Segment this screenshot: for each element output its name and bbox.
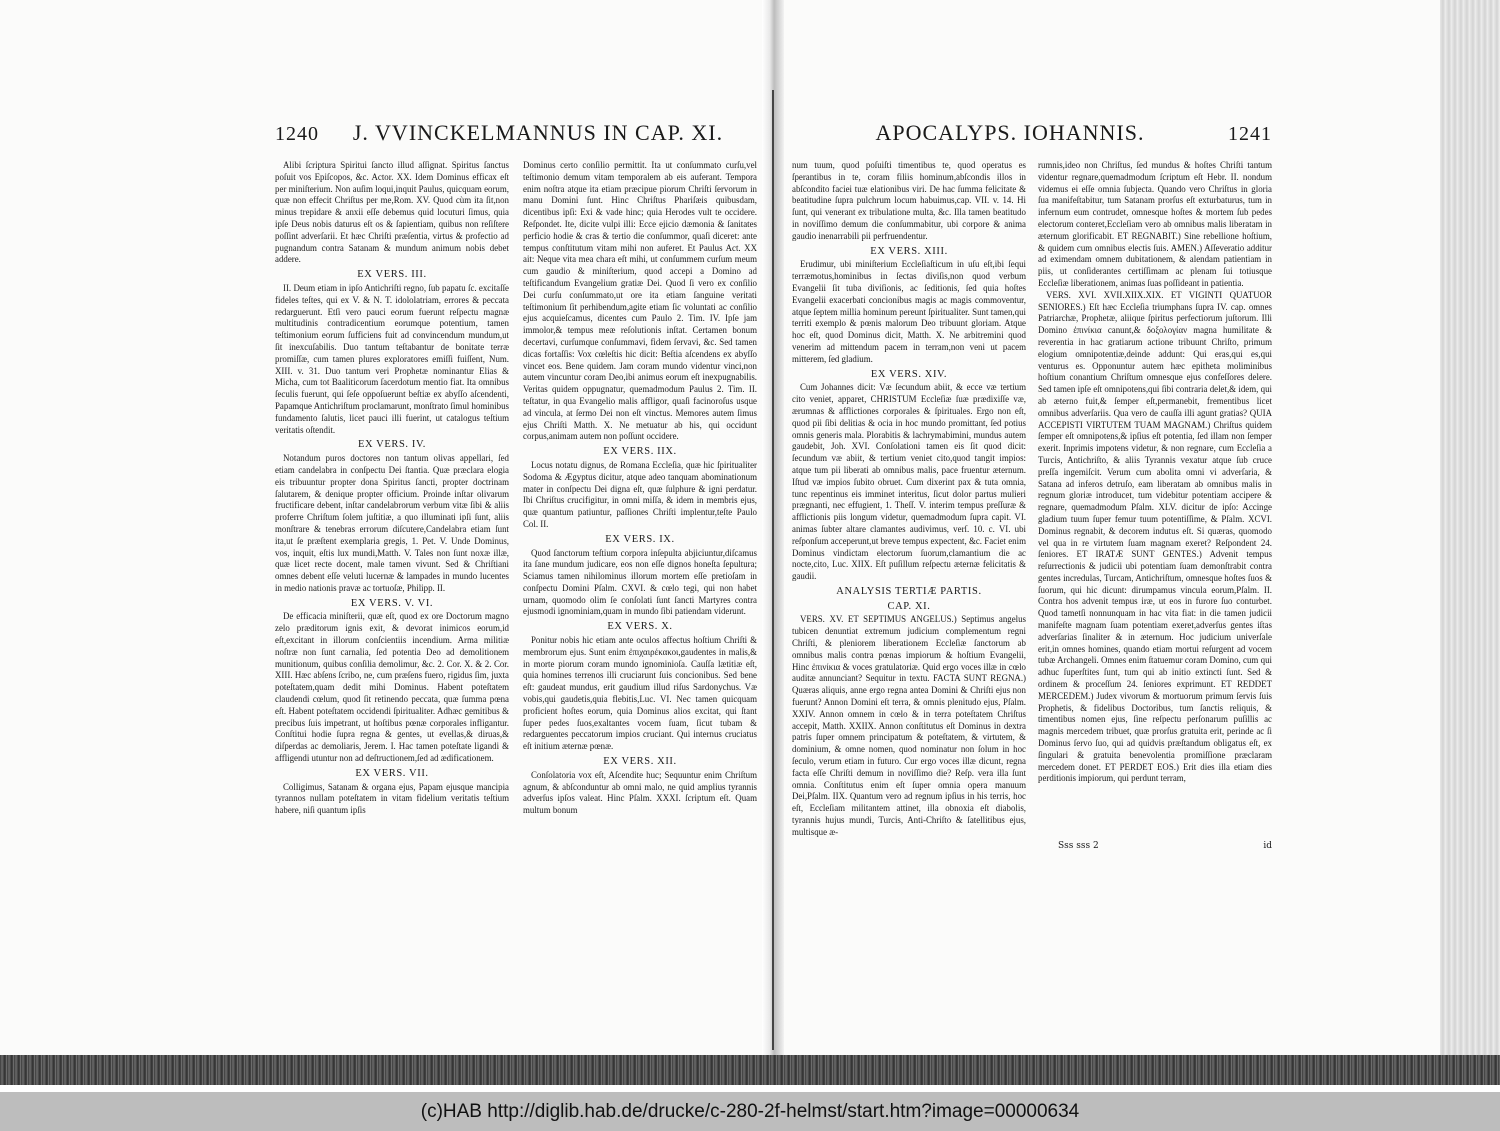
left-column-1 [275, 160, 509, 817]
text-paragraph: Alibi ſcriptura Spiritui ſancto illud aſſignat. Spiritus ſanctus poſuit vos Epiſcopos, &c. Actor. XX. Idem Dominus efficax eſt per miniſterium. Non auſim loqui,inquit Paulus, quicquam eorum, quæ non effecit Chriſtus per me,Rom. XV. Quod cùm ita ſit,non minus trepidare & anxii eſſe debemus quid locuturi ſimus, quia ipſe Deus nobis daturus eſt os & ſapientiam, quibus non reſiſtere poſſint adverſarii. Et hæc Chriſti præſentia, virtus & profectio ad pugnandum contra Satanam & mundum animum nobis debet addere. [275, 160, 509, 265]
left-running-head [275, 120, 757, 150]
right-running-head [792, 120, 1272, 150]
right-page-number: 1241 [1228, 123, 1272, 145]
text-paragraph: De efficacia miniſterii, quæ eſt, quod ex ore Doctorum magno zelo præditorum ignis exit, & devorat inimicos eorum,id eſt,excitant in illorum conſcientiis incendium. Arma militiæ noſtræ non ſunt carnalia, ſed potentia Deo ad demolitionem munitionum, quibus conſilia demolimur, &c. 2. Cor. X. & 2. Cor. XIII. Hæc abſens ſcribo, ne, cum præſens fuero, rigidus ſim, juxta poteſtatem,quam dedit mihi Dominus. Habent poteſtatem claudendi cœlum, quod ſit retinendo peccata, quæ ſumma pœna eſt. Habent poteſtatem occidendi ſpiritualiter. Adhæc gemitibus & precibus ſuis impetrant, ut hoſtibus pœnæ corporales infligantur. Conſtitui hodie ſupra regna & gentes, ut evellas,& diruas,& diſperdas ac demoliaris, Jerem. I. Hac tamen poteſtate ligandi & affligendi utuntur non ad deſtructionem,ſed ad ædificationem. [275, 611, 509, 764]
right-column-2 [1038, 160, 1272, 839]
right-columns [792, 160, 1272, 839]
section-heading: EX VERS. X. [607, 621, 673, 633]
scan-edge-right [1440, 0, 1500, 1085]
section-heading: EX VERS. XII. [603, 756, 677, 768]
section-heading: EX VERS. VII. [355, 767, 429, 779]
text-paragraph: II. Deum etiam in ipſo Antichriſti regno, ſub papatu ſc. excitaſſe fideles teſtes, qui ex V. & N. T. idololatriam, errores & peccata redarguerunt. Etſi vero pauci eorum fuerunt reſpectu magnæ multitudinis contradicentium eorumque potentium, tamen teſtimonium eorum ſufficiens fuit ad convincendum mundum,ut ſit inexcuſabilis. Duo tantum teſtabantur de bonitate terræ promiſſæ, cum tamen plures exploratores emiſſi fuiſſent, Num. XIII. v. 31. Duo tantum veri Prophetæ nominantur Elias & Micha, cum tot Baaliticorum ſacerdotum mentio fiat. Ita omnibus ſeculis fuerunt, qui ſeſe oppoſuerunt beſtiæ ex abyſſo aſcendenti, Papamque Antichriſtum proclamarunt, monſtrato ſimul hominibus fundamento ſalutis, licet pauci illi fuerint, ut catalogus teſtium veritatis oſtendit. [275, 282, 509, 435]
left-page-number: 1240 [275, 123, 319, 145]
text-paragraph: VERS. XV. ET SEPTIMUS ANGELUS.) Septimus angelus tubicen denuntiat extremum judicium complementum regni Chriſti, & pleniorem liberationem Eccleſiæ ſanctorum ab omnibus malis contra pœnas impiorum & hoſtium Evangelii, Hinc ἐπινίκια & voces gratulatoriæ. Quid ergo voces illæ in cœlo auditæ annunciant? Sequitur in textu. FACTA SUNT REGNA.) Quæras aliquis, anne ergo regna antea Domini & Chriſti ejus non fuerunt? Annon Domini eſt terra, & omnis plenitudo ejus, Pſalm. XXIV. Annon omnem in cœlo & in terra poteſtatem Chriſtus accepit, Matth. XXIIX. Annon conſtitutus eſt Dominus in dextra patris ſuper omnem principatum & poteſtatem, & virtutem, & dominium, & omne nomen, quod nominatur non ſolum in hoc ſeculo, verum etiam in futuro. Cur ergo voces illæ dicunt, regna facta eſſe Chriſti demum in noviſſimo die? Reſp. vera illa ſunt omnia. Conſtitutus enim eſt ſuper omnia opera manuum Dei,Pſalm. IIX. Quantum vero ad regnum ipſius in his terris, hoc eſt, Eccleſiam militantem attinet, illa obnoxia eſt diabolis, tyrannis hujus mundi, Turcis, Anti-Chriſto & ſatellitibus ejus, multisque æ- [792, 614, 1026, 837]
left-page [275, 120, 757, 817]
section-heading: EX VERS. IIX. [603, 446, 677, 458]
section-heading: EX VERS. III. [357, 269, 427, 281]
text-paragraph: Quod ſanctorum teſtium corpora inſepulta abjiciuntur,diſcamus ita ſane mundum judicare, eos non eſſe dignos honeſta ſepultura; Sciamus tamen nihilominus illorum mortem eſſe pretioſam in conſpectu Domini Pſalm. CXVI. & cœlo tegi, qui non habet urnam, quomodo olim ſe conſolati ſunt ſancti Martyres contra ejusmodi ignominiam,quam in mundo ſibi patiendam viderunt. [523, 547, 757, 617]
section-heading: EX VERS. XIV. [870, 368, 948, 380]
section-heading: EX VERS. IX. [605, 533, 675, 545]
text-paragraph: Ponitur nobis hic etiam ante oculos affectus hoſtium Chriſti & membrorum ejus. Sunt enim ἐπιχαιρέκακοι,gaudentes in malis,& in morte piorum coram mundo ignominioſa. Cauſſa lætitiæ eſt, quia homines terrenos illi cruciarunt ſuis concionibus. Sed bene eſt: gaudeat mundus, erit gaudium illud riſus Sardonychus. Væ vobis,qui gaudetis,quia flebitis,Luc. VI. Nec tamen quicquam proficient hoſtes eorum, quia Dominus alios excitat, qui ſtant ſuper pedes ſuos,exaltantes vocem ſuam, ſicut tubam & redarguentes peccatorum impios cruciant. Qui internus cruciatus eſt initium æternæ pœnæ. [523, 635, 757, 752]
right-page [792, 120, 1272, 851]
text-paragraph: VERS. XVI. XVII.XIIX.XIX. ET VIGINTI QUATUOR SENIORES.) Eſt hæc Eccleſia triumphans ſupra IV. cap. omnes Patriarchæ, Prophetæ, aliique ſpiritus perfectiorum juſtorum. Illi Domino ἐπινίκια canunt,& δοξολογίαν magna humilitate & reverentia in hac gratiarum actione tribuunt Chriſto, primum elogium omnipotentiæ,deinde addunt: Qui eras,qui es,qui venturus es. Opponuntur autem hæc epitheta moliminibus hoſtium conantium Chriſtum omnesque ejus confeſſores delere. Sed tamen ipſe eſt omnipotens,qui ſibi contraria delet,& idem, qui ab æterno fuit,& ſemper eſt,permanebit, frementibus licet omnibus adverſariis. Qua vero de cauſſa illi agunt gratias? QUIA ACCEPISTI VIRTUTEM TUAM MAGNAM.) Chriſtus quidem ſemper eſt omnipotens,& ipſius eſt potentia, ſed illam non ſemper exerit. Inprimis impotens videtur, & non regnare, cum Eccleſia a Turcis, Antichriſto, & aliis Tyrannis vexatur atque ſub cruce preſſa ingemiſcit. Verum cum abolita omni vi adverſaria, & Satana ad inferos detruſo, eam liberatam ab omnibus malis in regnum gloriæ introducet, tum videbitur potentiam accipere & regnare, quemadmodum Pſalm. XLV. dicitur de ipſo: Accinge gladium tuum ſuper femur tuum potentiſſime, & Pſalm. XCVI. Dominus regnabit, & decorem indutus eſt. Si quæras, quomodo vel qua in re virtutem ſuam magnam exeret? Reſpondent 24. ſeniores. ET IRATÆ SUNT GENTES.) Advenit tempus reſurrectionis & judicii ubi potentiam ſuam demonſtrabit contra gentes incredulas, Turcam, Antichriſtum, omnesque hoſtes ſuos & ſuorum, qui hic dicunt: dirumpamus vincula eorum,Pſalm. II. Contra hos advenit tempus iræ, ut eos in furore ſuo conturbet. Quod tametſi nonnunquam in hac vita fiat: in die tamen judicii manifeſte magnam ſuam potentiam exeret,adverſus gentes iſtas adverſarias ſinaliter & in æternum. Hoc judicium univerſale erit,in omnes homines, quando etiam mortui reſurgent ad vocem tubæ Archangeli. Omnes enim ſtatuemur coram Domino, cum qui adhuc ſuperſtites ſunt, tum qui ab initio extincti ſunt. Sed & ordinem & proceſſum 24. ſeniores exprimunt. ET REDDET MERCEDEM.) Judex vivorum & mortuorum primum ſervis ſuis Prophetis, & fidelibus Doctoribus, tum ſanctis reliquis, & timentibus nomen ejus, ſine reſpectu perſonarum puſillis ac magnis mercedem tribuet, quæ prorſus gratuita erit, perinde ac ſi Dominus ſervo ſuo, qui ad quidvis præſtandum obligatus eſt, ex ſingulari & gratuita benevolentia promiſſione præclaram mercedem donet. ET PERDET EOS.) Erit dies illa etiam dies perditionis impiorum, qui perdunt terram, [1038, 289, 1272, 784]
section-heading: ANALYSIS TERTIÆ PARTIS. [836, 585, 982, 597]
section-heading: CAP. XI. [887, 600, 931, 612]
text-paragraph: Conſolatoria vox eſt, Aſcendite huc; Sequuntur enim Chriſtum agnum, & abſconduntur ab omni malo, ne quid amplius tyrannis adverſus ipſos valeat. Hinc Pſalm. XXXI. ſcriptum eſt. Quam multum bonum [523, 769, 757, 816]
footer-credit-url[interactable]: (c)HAB http://diglib.hab.de/drucke/c-280-2f-helmst/start.htm?image=00000634 [420, 1100, 1080, 1122]
signature-mark: Sss sss 2 [1058, 840, 1099, 851]
section-heading: EX VERS. IV. [357, 439, 427, 451]
gutter-shadow [772, 90, 774, 1050]
text-paragraph: rumnis,ideo non Chriſtus, ſed mundus & hoſtes Chriſti tantum videntur regnare,quemadmodum ſcriptum eſt Hebr. II. nondum videmus ei eſſe omnia ſubjecta. Quando vero Chriſtus in gloria ſua manifeſtabitur, tum Satanam prorſus eſt exturbaturus, tum in infernum eum contrudet, omnesque hoſtes & mortem ſub pedes electorum conteret,Eccleſiam vero ab omnibus malis liberatam in æternum glorificabit. ET REGNABIT.) Sine rebellione hoſtium, & quidem cum omnibus electis ſuis. AMEN.) Aſſeveratio additur ad eximendam omnem dubitationem, & alendam patientiam in piis, ut conſiderantes certiſſimam ac plenam ſui totiusque Eccleſiæ liberationem, animas ſuas poſſideant in patientia. [1038, 160, 1272, 288]
left-columns [275, 160, 757, 817]
text-paragraph: Colligimus, Satanam & organa ejus, Papam ejusque mancipia tyrannos nullam poteſtatem in vitam fidelium veritatis teſtium habere, niſi quantum ipſis [275, 781, 509, 816]
signature-line [792, 841, 1272, 851]
left-running-title: J. VVINCKELMANNUS IN CAP. XI. [352, 120, 724, 145]
right-running-title: APOCALYPS. IOHANNIS. [875, 120, 1145, 145]
text-paragraph: Dominus certo conſilio permittit. Ita ut conſummato curſu,vel teſtimonio demum vitam temporalem ab eis auferant. Tempora enim noſtra atque ita etiam præcipue piorum Chriſti ſervorum in manu Domini ſunt. Hinc Chriſtus Phariſæis quibusdam, dicentibus ipſi: Exi & vade hinc; quia Herodes vult te occidere. Reſpondet. Ite, dicite vulpi illi: Ecce ejicio dæmonia & ſanitates perficio hodie & cras & tertio die conſummor, quaſi diceret: ante tempus conſtitutum vitam mihi non auferet. Et Paulus Act. XX ait: Neque vita mea chara eſt mihi, ut conſummem curſum meum cum gaudio & miniſterium, quod accepi a Domino ad teſtificandum Evangelium gratiæ Dei. Quod ſi vero ex conſilio Dei curſu conſummato,ut ore ita etiam ſanguine veritati teſtimonium ſit perhibendum,agite etiam ſic voluntati ac conſilio ejus acquieſcamus, dicentes cum Paulo 2. Tim. IV. Ipſe jam immolor,& tempus meæ reſolutionis inſtat. Certamen bonum decertavi, curſumque conſummavi, fidem ſervavi, &c. Sed tamen dicas fortaſſis: Vox cœleſtis hic dicit: Beſtia aſcendens ex abyſſo vincet eos. Bene quidem. Jam coram mundo videntur vinci,non autem vincuntur coram Deo,ibi animus eorum eſt inexpugnabilis. Veritas quidem oppugnatur, quemadmodum Paulus 2. Tim. II. teſtatur, in qua Evangelio malis affligor, quaſi facinoroſus usque ad vincula, at ſermo Dei non eſt vinctus. Memores autem ſimus ejus Chriſti Matth. X. Ne metuatur ab his, qui occidunt corpus,animam autem non poſſunt occidere. [523, 160, 757, 442]
right-column-1 [792, 160, 1026, 839]
text-paragraph: num tuum, quod poſuiſti timentibus te, quod operatus es ſperantibus in te, coram filiis hominum,abſcondis illos in abſcondito faciei tuæ elationibus viri. De hac ſumma felicitate & beatitudine ſupra pulchrum locum habuimus,cap. VII. v. 14. Hi ſunt, qui venerant ex tribulatione multa, &c. Illa tamen beatitudo in noviſſimo demum die conſummabitur, ubi corpore & anima gaudio inenarrabili pii perfruendentur. [792, 160, 1026, 241]
text-paragraph: Cum Johannes dicit: Væ ſecundum abiit, & ecce væ tertium cito veniet, apparet, CHRISTUM Eccleſiæ ſuæ prædixiſſe væ, ærumnas & afflictiones corporales & ſpirituales. Ergo non eſt, quod pii ſibi delitias & ocia in hoc mundo promittant, ſed potius omnis generis mala. Plorabitis & lachrymabimini, mundus autem gaudebit, Joh. XVI. Conſolationi tamen eis ſit quod dicit: ſecundum væ abiit, & tertium veniet cito,quod tangit impios: atque tum pii liberati ab omnibus malis, pace fruentur æternum. Iſtud væ impios ſubito obruet. Cum dixerint pax & tuta omnia, tunc repentinus eis imminet interitus, ſicut dolor partus mulieri prægnanti, nec effugient, 1. Theſſ. V. interim tempus preſſuræ & afflictionis piis longum videtur, quemadmodum ſupra capit. VI. animas ſubter altare clamantes audivimus, verſ. 10. c. VI. ubi reſponſum acceperunt,ut breve tempus expectent, &c. Faciet enim Dominus vindictam electorum ſuorum,clamantium die ac nocte,cito, Luc. XIIX. Eſt puſillum reſpectu æternæ felicitatis & gaudii. [792, 382, 1026, 582]
text-paragraph: Locus notatu dignus, de Romana Eccleſia, quæ hic ſpiritualiter Sodoma & Ægyptus dicitur, atque adeo tanquam abominationum mater in conſpectu Dei digna eſt, quæ ſulphure & igni perdatur. Ibi Chriſtus crucifigitur, in omni miſſa, & idem in membris ejus, quæ quantum patiuntur, paſſiones Chriſti implentur,teſte Paulo Col. II. [523, 459, 757, 529]
section-heading: EX VERS. V. VI. [350, 597, 434, 609]
text-paragraph: Notandum puros doctores non tantum olivas appellari, ſed etiam candelabra in conſpectu Dei ſtantia. Quæ præclara elogia eis tribuuntur propter dona Spiritus ſancti, propter doctrinam ſalutarem, & denique propter officium. Proinde inſtar olivarum fructificare debent, inſtar candelabrorum verbum vitæ ſibi & aliis proferre Chriſtum ſolem juſtitiæ, a quo illuminati ipſi ſunt, aliis monſtrare & tenebras errorum diſcutere,Candelabra etiam ſunt ita,ut ſe præſtent exemplaria gregis, 1. Pet. V. Unde Dominus, vos, inquit, eſtis lux mundi,Matth. V. Tales non ſunt noxæ illæ, quæ licet recte docent, male tamen vivunt. Sed & Chriſtiani omnes debent eſſe veluti lucernæ & lampades in mundo lucentes in medio nationis pravæ ac tortuoſæ, Philipp. II. [275, 453, 509, 593]
catchword: id [1263, 840, 1272, 851]
left-column-2 [523, 160, 757, 817]
scan-edge-bottom [0, 1055, 1500, 1085]
section-heading: EX VERS. XIII. [870, 245, 948, 257]
text-paragraph: Erudimur, ubi miniſterium Eccleſiaſticum in uſu eſt,ibi ſequi terræmotus,hominibus in ſectas diviſis,non quod verbum Evangelii ſit tuba diviſionis, ac ſeditionis, ſed quia hoſtes Evangelii exacerbati concionibus magis ac magis commoventur, atque ſeptem millia hominum pereunt ſpiritualiter. Sunt tamen,qui territi exemplo & pœnis malorum Deo tribuunt gloriam. Atque hoc eſt, quod Dominus dicit, Matth. X. Ne arbitremini quod venerim ad mittendum pacem in terram,non veni ut pacem mitterem, ſed gladium. [792, 259, 1026, 364]
footer-bar [0, 1092, 1500, 1131]
